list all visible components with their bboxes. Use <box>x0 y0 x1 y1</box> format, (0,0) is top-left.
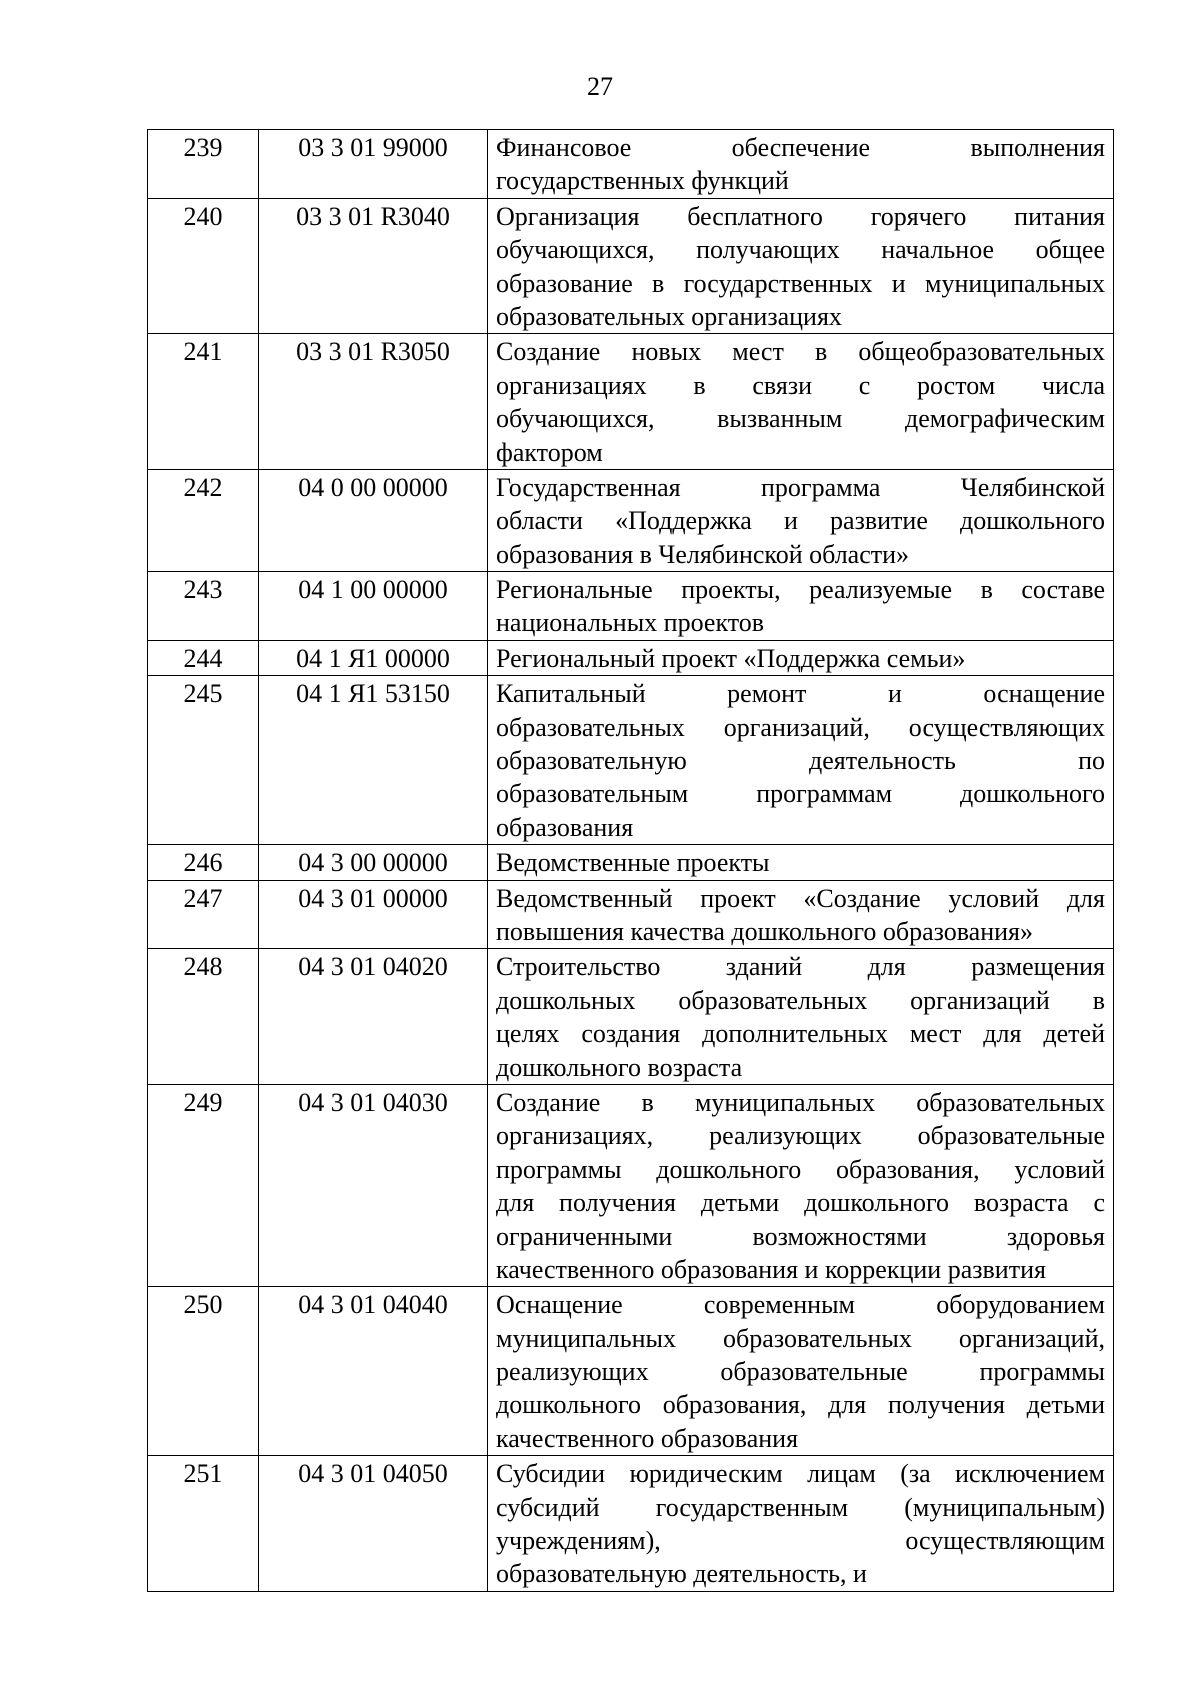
target-article-code-cell: 04 3 01 04020 <box>259 949 488 1085</box>
article-name-cell <box>488 469 1114 571</box>
row-number-cell: 249 <box>148 1084 259 1286</box>
row-number-cell: 246 <box>148 845 259 880</box>
article-name-cell <box>488 572 1114 641</box>
article-name-line: обучающихся, получающих начальное общее <box>496 235 1105 265</box>
article-name-line: Ведомственный проект «Создание условий для <box>496 883 1105 913</box>
article-name-cell <box>488 334 1114 470</box>
article-name-line: Государственная программа Челябинской <box>496 472 1105 502</box>
row-number-cell: 245 <box>148 676 259 845</box>
target-article-code-cell: 03 3 01 R3050 <box>259 334 488 470</box>
target-article-code-cell: 04 3 01 00000 <box>259 880 488 949</box>
row-number-cell: 250 <box>148 1287 259 1456</box>
target-article-code-cell: 04 3 01 04050 <box>259 1456 488 1592</box>
row-number-cell: 243 <box>148 572 259 641</box>
article-name-cell <box>488 1084 1114 1286</box>
article-name-line: образования <box>496 812 634 842</box>
article-name-line: Региональный проект «Поддержка семьи» <box>496 643 966 673</box>
table-row <box>148 469 1114 571</box>
table-row <box>148 572 1114 641</box>
target-article-code-cell: 04 3 01 04030 <box>259 1084 488 1286</box>
article-name-cell <box>488 949 1114 1085</box>
article-name-line: качественного образования и коррекции развития <box>496 1254 1046 1284</box>
article-name-cell <box>488 1456 1114 1592</box>
article-name-line: реализующих образовательные программы <box>496 1357 1105 1387</box>
article-name-cell <box>488 1287 1114 1456</box>
article-name-line: образовательных организаций, осуществляющих <box>496 712 1105 742</box>
row-number-cell: 241 <box>148 334 259 470</box>
table-row <box>148 676 1114 845</box>
article-name-line: Субсидии юридическим лицам (за исключением <box>496 1459 1105 1489</box>
table-row <box>148 1287 1114 1456</box>
table-row <box>148 880 1114 949</box>
article-name-line: государственных функций <box>496 166 789 196</box>
article-name-line: Капитальный ремонт и оснащение <box>496 679 1105 709</box>
article-name-line: Ведомственные проекты <box>496 848 770 878</box>
table-row <box>148 334 1114 470</box>
table-row <box>148 845 1114 880</box>
article-name-line: образовательных организациях <box>496 301 842 331</box>
article-name-cell <box>488 880 1114 949</box>
target-article-code-cell: 04 3 01 04040 <box>259 1287 488 1456</box>
article-name-cell <box>488 640 1114 675</box>
article-name-cell <box>488 198 1114 334</box>
article-name-line: повышения качества дошкольного образования» <box>496 917 1034 947</box>
article-name-line: образовательным программам дошкольного <box>496 779 1105 809</box>
article-name-line: организациях в связи с ростом числа <box>496 370 1105 400</box>
target-article-code-cell: 04 1 00 00000 <box>259 572 488 641</box>
target-article-code-cell: 04 1 Я1 00000 <box>259 640 488 675</box>
table-row <box>148 1084 1114 1286</box>
article-name-line: области «Поддержка и развитие дошкольного <box>496 506 1105 536</box>
row-number-cell: 239 <box>148 130 259 199</box>
article-name-cell <box>488 676 1114 845</box>
row-number-cell: 251 <box>148 1456 259 1592</box>
article-name-line: образование в государственных и муниципальных <box>496 268 1105 298</box>
article-name-line: образовательную деятельность, и <box>496 1559 867 1589</box>
article-name-line: Создание новых мест в общеобразовательных <box>496 337 1105 367</box>
article-name-line: Организация бесплатного горячего питания <box>496 201 1105 231</box>
article-name-line: ограниченными возможностями здоровья <box>496 1221 1105 1251</box>
article-name-line: целях создания дополнительных мест для детей <box>496 1019 1105 1049</box>
article-name-line: национальных проектов <box>496 608 765 638</box>
row-number-cell: 242 <box>148 469 259 571</box>
row-number-cell: 247 <box>148 880 259 949</box>
article-name-line: образовательную деятельность по <box>496 746 1105 776</box>
article-name-line: для получения детьми дошкольного возраста с <box>496 1188 1105 1218</box>
article-name-line: Строительство зданий для размещения <box>496 952 1105 982</box>
article-name-cell <box>488 130 1114 199</box>
row-number-cell: 248 <box>148 949 259 1085</box>
article-name-line: субсидий государственным (муниципальным) <box>496 1492 1105 1522</box>
table-row <box>148 949 1114 1085</box>
article-name-line: обучающихся, вызванным демографическим <box>496 404 1105 434</box>
table-row <box>148 1456 1114 1592</box>
table-row <box>148 198 1114 334</box>
article-name-line: Финансовое обеспечение выполнения <box>496 133 1105 162</box>
article-name-line: Региональные проекты, реализуемые в составе <box>496 575 1105 605</box>
budget-classification-table <box>147 129 1114 1592</box>
article-name-line: организациях, реализующих образовательные <box>496 1121 1105 1151</box>
article-name-line: качественного образования <box>496 1423 799 1453</box>
table-row <box>148 640 1114 675</box>
article-name-line: программы дошкольного образования, условий <box>496 1154 1105 1184</box>
article-name-line: Создание в муниципальных образовательных <box>496 1087 1105 1117</box>
table-row <box>148 130 1114 199</box>
target-article-code-cell: 03 3 01 99000 <box>259 130 488 199</box>
article-name-line: дошкольных образовательных организаций в <box>496 985 1105 1015</box>
article-name-line: образования в Челябинской области» <box>496 539 910 569</box>
page-number: 27 <box>587 72 613 101</box>
article-name-line: учреждениям), осуществляющим <box>496 1526 1105 1556</box>
row-number-cell: 244 <box>148 640 259 675</box>
table-body <box>148 130 1114 1592</box>
article-name-line: фактором <box>496 437 603 467</box>
article-name-line: Оснащение современным оборудованием <box>496 1290 1105 1320</box>
article-name-cell <box>488 845 1114 880</box>
article-name-line: дошкольного образования, для получения детьми <box>496 1390 1105 1420</box>
target-article-code-cell: 04 0 00 00000 <box>259 469 488 571</box>
row-number-cell: 240 <box>148 198 259 334</box>
article-name-line: муниципальных образовательных организаций, <box>496 1323 1105 1353</box>
target-article-code-cell: 04 3 00 00000 <box>259 845 488 880</box>
target-article-code-cell: 04 1 Я1 53150 <box>259 676 488 845</box>
article-name-line: дошкольного возраста <box>496 1052 743 1082</box>
target-article-code-cell: 03 3 01 R3040 <box>259 198 488 334</box>
